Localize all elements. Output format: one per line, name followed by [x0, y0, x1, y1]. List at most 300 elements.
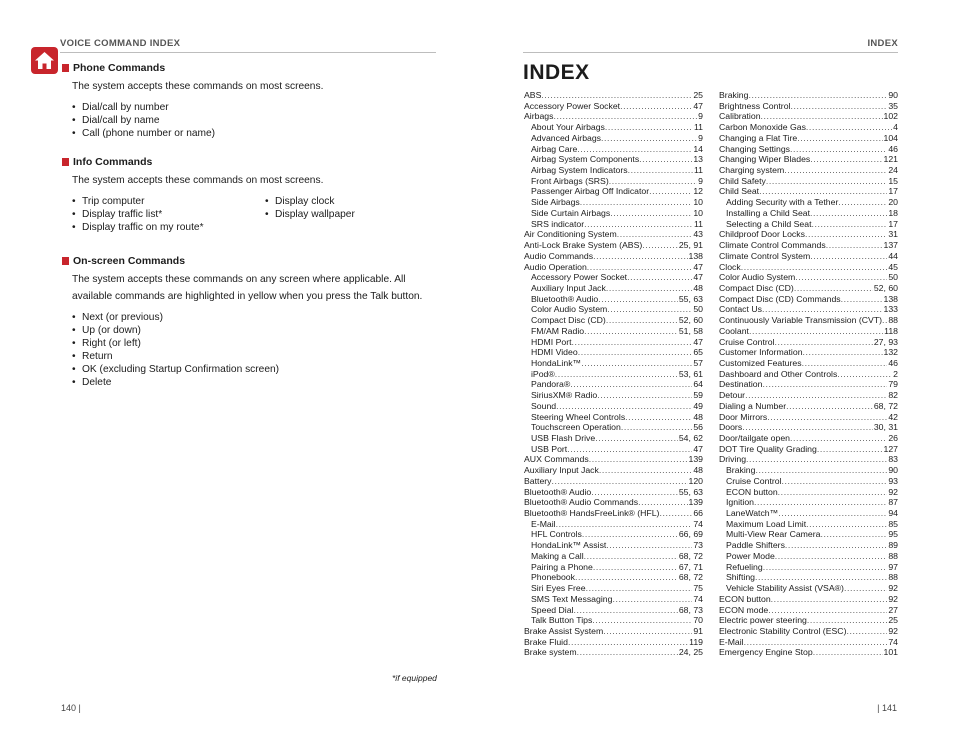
index-entry[interactable]	[719, 154, 898, 165]
dot-leader	[628, 165, 693, 176]
home-icon[interactable]	[31, 47, 58, 74]
index-entry[interactable]	[524, 572, 703, 583]
dot-leader	[659, 508, 692, 519]
index-entry[interactable]	[719, 369, 898, 380]
index-entry-term: Brake system	[524, 647, 577, 658]
index-entry[interactable]	[719, 605, 898, 616]
index-entry[interactable]	[719, 572, 898, 583]
index-entry-term: iPod®	[531, 368, 555, 379]
dot-leader	[745, 390, 887, 401]
index-entry-term: Child Seat	[719, 186, 760, 197]
index-entry[interactable]	[524, 615, 703, 626]
index-entry-page: 54, 62	[678, 433, 703, 443]
index-entry[interactable]	[719, 111, 898, 122]
index-entry[interactable]	[719, 412, 898, 423]
dot-leader	[810, 154, 882, 165]
index-entry-page: 55, 63	[678, 293, 703, 304]
index-entry-term: E-Mail	[719, 636, 744, 647]
index-entry-term: Brake Fluid	[524, 636, 568, 647]
index-entry[interactable]	[524, 294, 703, 305]
index-entry-page: 66, 69	[678, 529, 703, 540]
index-entry-page: 74	[693, 593, 703, 604]
dot-leader	[581, 358, 692, 369]
index-entry-term: Braking	[726, 465, 756, 476]
index-entry[interactable]	[719, 519, 898, 530]
index-entry[interactable]	[524, 101, 703, 112]
index-entry[interactable]	[719, 540, 898, 551]
dot-leader	[767, 412, 887, 423]
index-entry[interactable]	[524, 176, 703, 187]
index-entry[interactable]	[719, 294, 898, 305]
index-entry-term: Airbag Care	[531, 143, 578, 154]
index-entry[interactable]	[719, 379, 898, 390]
index-entry[interactable]	[524, 497, 703, 508]
index-entry-term: Compact Disc (CD)	[531, 315, 606, 326]
command-item: • Next (or previous)	[72, 311, 446, 324]
dot-leader	[595, 433, 678, 444]
index-entry-page: 92	[888, 593, 898, 604]
index-entry[interactable]	[524, 583, 703, 594]
index-entry[interactable]	[524, 594, 703, 605]
index-entry-page: 121	[883, 154, 898, 165]
index-entry[interactable]	[719, 229, 898, 240]
index-entry-page: 68, 72	[873, 400, 898, 411]
dot-leader	[617, 229, 693, 240]
right-page-number: | 141	[877, 703, 897, 713]
index-entry[interactable]	[524, 283, 703, 294]
index-entry-term: Sound	[531, 400, 557, 411]
index-entry-term: Braking	[719, 90, 749, 100]
index-entry[interactable]	[719, 562, 898, 573]
index-entry[interactable]	[719, 454, 898, 465]
index-entry-page: 74	[888, 636, 898, 647]
index-entry[interactable]	[524, 508, 703, 519]
index-entry[interactable]	[524, 144, 703, 155]
index-entry[interactable]	[524, 326, 703, 337]
index-entry[interactable]	[524, 347, 703, 358]
dot-leader	[592, 615, 692, 626]
index-entry-term: Child Safety	[719, 175, 766, 186]
index-entry-page: 94	[888, 508, 898, 519]
index-entry-term: Auxiliary Input Jack	[531, 282, 606, 293]
dot-leader	[553, 111, 697, 122]
index-entry-page: 49	[693, 400, 703, 411]
index-entry-term: ECON button	[719, 593, 771, 604]
index-entry-term: Making a Call	[531, 550, 584, 561]
index-entry[interactable]	[719, 647, 898, 658]
dot-leader	[627, 272, 692, 283]
index-entry-term: Pandora®	[531, 379, 571, 390]
index-entry[interactable]	[524, 433, 703, 444]
index-entry-term: HondaLink™ Assist	[531, 540, 607, 551]
dot-leader	[748, 90, 887, 101]
index-entry[interactable]	[719, 422, 898, 433]
index-entry-page: 43	[693, 229, 703, 240]
dot-leader	[746, 454, 887, 465]
dot-leader	[607, 304, 692, 315]
index-entry[interactable]	[524, 519, 703, 530]
index-entry-page: 79	[888, 379, 898, 390]
index-entry-term: Front Airbags (SRS)	[531, 175, 609, 186]
index-entry-term: Changing a Flat Tire	[719, 132, 798, 143]
index-entry-page: 83	[888, 454, 898, 465]
index-entry-page: 4	[893, 122, 898, 133]
index-entry[interactable]	[719, 347, 898, 358]
index-entry[interactable]	[524, 133, 703, 144]
command-item: • Dial/call by name	[72, 114, 446, 127]
index-entry-term: HondaLink™	[531, 357, 582, 368]
index-entry[interactable]	[524, 379, 703, 390]
index-entry-page: 25	[888, 615, 898, 626]
index-entry-term: Airbag System Components	[531, 154, 640, 165]
index-entry[interactable]	[719, 637, 898, 648]
dot-leader	[584, 326, 678, 337]
index-entry-term: HDMI Video	[531, 347, 578, 358]
dot-leader	[639, 154, 692, 165]
index-entry-page: 119	[689, 636, 703, 647]
index-entry[interactable]	[524, 315, 703, 326]
index-entry[interactable]	[719, 133, 898, 144]
index-entry[interactable]	[719, 326, 898, 337]
index-entry[interactable]	[719, 272, 898, 283]
index-entry[interactable]	[524, 358, 703, 369]
index-entry[interactable]	[719, 433, 898, 444]
index-entry-page: 50	[693, 304, 703, 315]
index-entry-term: ABS	[524, 90, 542, 100]
left-page-number: 140 |	[61, 703, 81, 713]
index-entry-page: 87	[888, 497, 898, 508]
index-entry-term: SRS indicator	[531, 218, 585, 229]
index-entry[interactable]	[719, 583, 898, 594]
index-entry-term: Carbon Monoxide Gas	[719, 122, 806, 133]
index-entry[interactable]	[719, 240, 898, 251]
dot-leader	[817, 444, 883, 455]
index-entry[interactable]	[524, 476, 703, 487]
index-entry-term: Power Mode	[726, 550, 775, 561]
dot-leader	[587, 262, 693, 273]
index-entry[interactable]	[719, 615, 898, 626]
index-entry-term: Bluetooth® Audio	[524, 486, 592, 497]
index-entry-term: Passenger Airbag Off Indicator	[531, 186, 650, 197]
index-entry-term: Dialing a Number	[719, 400, 787, 411]
index-entry[interactable]	[719, 401, 898, 412]
index-entry[interactable]	[524, 369, 703, 380]
index-entry[interactable]	[719, 315, 898, 326]
index-entry-term: Bluetooth® HandsFreeLink® (HFL)	[524, 508, 660, 519]
index-entry-term: Selecting a Child Seat	[726, 218, 812, 229]
index-entry-page: 88	[888, 572, 898, 583]
index-entry-term: Brightness Control	[719, 100, 791, 111]
index-entry-page: 42	[888, 411, 898, 422]
index-entry[interactable]	[524, 122, 703, 133]
dot-leader	[610, 208, 692, 219]
index-entry-page: 45	[888, 261, 898, 272]
index-entry-term: Emergency Engine Stop	[719, 647, 813, 658]
index-entry-page: 27	[888, 604, 898, 615]
index-entry[interactable]	[719, 165, 898, 176]
index-entry[interactable]	[719, 358, 898, 369]
dot-leader	[803, 347, 883, 358]
index-entry-page: 11	[693, 218, 703, 229]
index-entry[interactable]	[524, 262, 703, 273]
dot-leader	[575, 572, 678, 583]
index-entry-page: 44	[888, 250, 898, 261]
info-commands-title: Info Commands	[61, 156, 446, 168]
index-entry[interactable]	[719, 626, 898, 637]
index-entry-page: 10	[693, 207, 703, 218]
index-entry-page: 68, 73	[678, 604, 703, 615]
index-entry-term: Steering Wheel Controls	[531, 411, 626, 422]
dot-leader	[806, 122, 892, 133]
index-entry-term: Electric power steering	[719, 615, 807, 626]
index-entry-term: Paddle Shifters	[726, 540, 785, 551]
index-entry-page: 24, 25	[678, 647, 703, 658]
index-entry[interactable]	[524, 412, 703, 423]
index-entry[interactable]	[524, 111, 703, 122]
index-entry[interactable]	[524, 390, 703, 401]
index-entry-page: 97	[888, 561, 898, 572]
index-entry-page: 46	[888, 143, 898, 154]
dot-leader	[785, 540, 887, 551]
dot-leader	[601, 133, 697, 144]
index-entry[interactable]	[719, 283, 898, 294]
index-entry-term: FM/AM Radio	[531, 325, 585, 336]
dot-leader	[838, 197, 887, 208]
index-entry[interactable]	[719, 476, 898, 487]
index-entry[interactable]	[719, 208, 898, 219]
index-entry-term: Changing Wiper Blades	[719, 154, 811, 165]
dot-leader	[741, 262, 888, 273]
index-entry[interactable]	[719, 497, 898, 508]
index-entry-term: Advanced Airbags	[531, 132, 602, 143]
index-entry[interactable]	[719, 444, 898, 455]
index-entry-page: 15	[888, 175, 898, 186]
index-entry[interactable]	[719, 197, 898, 208]
index-entry[interactable]	[719, 122, 898, 133]
info-commands-section	[61, 156, 446, 234]
index-entry-page: 104	[883, 132, 898, 143]
command-item: • Display traffic on my route*	[72, 221, 265, 234]
index-entry-term: Bluetooth® Audio	[531, 293, 599, 304]
index-entry[interactable]	[719, 508, 898, 519]
index-entry[interactable]	[524, 90, 703, 101]
index-entry[interactable]	[524, 529, 703, 540]
index-entry-term: Destination	[719, 379, 763, 390]
phone-commands-list	[72, 101, 446, 140]
index-entry-page: 47	[693, 443, 703, 454]
index-entry-page: 67, 71	[678, 561, 703, 572]
index-entry-page: 26	[888, 433, 898, 443]
index-entry-term: Maximum Load Limit	[726, 518, 807, 529]
index-entry-page: 133	[883, 304, 898, 315]
index-entry-term: Color Audio System	[531, 304, 608, 315]
index-entry-page: 92	[888, 583, 898, 594]
index-entry[interactable]	[719, 219, 898, 230]
index-entry[interactable]	[719, 529, 898, 540]
index-entry[interactable]	[524, 337, 703, 348]
index-entry[interactable]	[524, 219, 703, 230]
index-entry-page: 11	[693, 122, 703, 133]
index-entry-term: Changing Settings	[719, 143, 790, 154]
dot-leader	[790, 433, 887, 444]
index-entry[interactable]	[524, 165, 703, 176]
index-entry-page: 74	[693, 518, 703, 529]
index-entry-page: 139	[688, 454, 703, 465]
command-item: • Display traffic list*	[72, 208, 265, 221]
index-entry[interactable]	[719, 144, 898, 155]
dot-leader	[778, 487, 888, 498]
dot-leader	[568, 637, 688, 648]
dot-leader	[642, 240, 678, 251]
dot-leader	[577, 647, 678, 658]
index-entry[interactable]	[524, 251, 703, 262]
index-entry-page: 48	[693, 282, 703, 293]
dot-leader	[586, 583, 693, 594]
dot-leader	[811, 219, 887, 230]
onscreen-commands-desc: The system accepts these commands on any screen where applicable. All available commands are highlighted in yellow when you press the Talk button.	[72, 274, 423, 302]
index-entry-page: 89	[888, 540, 898, 551]
index-entry-term: Shifting	[726, 572, 755, 583]
index-entry-term: AUX Commands	[524, 454, 589, 465]
index-entry-page: 91	[693, 625, 703, 636]
index-entry-term: Accessory Power Socket	[524, 100, 621, 111]
index-entry-page: 85	[888, 518, 898, 529]
dot-leader	[759, 186, 887, 197]
index-entry-term: Speed Dial	[531, 604, 574, 615]
index-entry-term: Cruise Control	[726, 475, 782, 486]
index-entry-page: 48	[693, 411, 703, 422]
index-entry[interactable]	[719, 337, 898, 348]
voice-command-section	[61, 62, 446, 389]
dot-leader	[625, 412, 692, 423]
dot-leader	[755, 572, 887, 583]
index-entry-page: 137	[883, 240, 898, 251]
index-entry[interactable]	[524, 208, 703, 219]
index-entry[interactable]	[719, 251, 898, 262]
dot-leader	[820, 529, 887, 540]
index-entry-page: 24	[888, 165, 898, 176]
index-entry[interactable]	[719, 390, 898, 401]
index-entry[interactable]	[719, 551, 898, 562]
index-entry[interactable]	[524, 605, 703, 616]
index-entry[interactable]	[524, 647, 703, 658]
index-entry[interactable]	[719, 487, 898, 498]
index-entry[interactable]	[524, 272, 703, 283]
dot-leader	[761, 111, 883, 122]
dot-leader	[749, 326, 883, 337]
index-entry[interactable]	[524, 444, 703, 455]
index-entry[interactable]	[524, 540, 703, 551]
dot-leader	[578, 347, 693, 358]
index-entry-term: Vehicle Stability Assist (VSA®)	[726, 583, 844, 594]
dot-leader	[582, 529, 678, 540]
index-entry-term: Auxiliary Input Jack	[524, 465, 599, 476]
index-entry-term: Compact Disc (CD)	[719, 282, 794, 293]
index-entry[interactable]	[524, 454, 703, 465]
index-entry-term: Dashboard and Other Controls	[719, 368, 838, 379]
dot-leader	[584, 551, 678, 562]
index-entry[interactable]	[524, 240, 703, 251]
dot-leader	[638, 497, 687, 508]
index-entry[interactable]	[524, 551, 703, 562]
index-entry-page: 20	[888, 197, 898, 208]
info-commands-desc: The system accepts these commands on most screens.	[72, 175, 324, 186]
index-entry[interactable]	[719, 101, 898, 112]
index-entry-page: 9	[698, 111, 703, 122]
index-entry-term: Touchscreen Operation	[531, 422, 621, 433]
index-entry-term: Siri Eyes Free	[531, 583, 586, 594]
index-entry[interactable]	[524, 154, 703, 165]
index-entry[interactable]	[719, 304, 898, 315]
index-entry-page: 101	[883, 647, 898, 658]
index-column-1	[524, 90, 703, 658]
index-entry[interactable]	[524, 229, 703, 240]
index-entry[interactable]	[524, 562, 703, 573]
dot-leader	[606, 315, 678, 326]
index-entry-term: Driving	[719, 454, 747, 465]
index-entry[interactable]	[719, 186, 898, 197]
index-entry[interactable]	[524, 401, 703, 412]
command-item: • Delete	[72, 376, 446, 389]
onscreen-commands-section	[61, 255, 446, 389]
dot-leader	[621, 422, 693, 433]
index-entry[interactable]	[524, 626, 703, 637]
index-entry-term: Installing a Child Seat	[726, 207, 811, 218]
index-entry[interactable]	[524, 304, 703, 315]
index-entry[interactable]	[719, 594, 898, 605]
index-entry[interactable]	[719, 176, 898, 187]
dot-leader	[790, 144, 887, 155]
dot-leader	[603, 626, 692, 637]
index-entry-term: Continuously Variable Transmission (CVT)	[719, 315, 883, 326]
index-entry-page: 93	[888, 475, 898, 486]
index-entry[interactable]	[524, 186, 703, 197]
index-entry-term: Air Conditioning System	[524, 229, 617, 240]
index-entry[interactable]	[524, 637, 703, 648]
command-item: • Dial/call by number	[72, 101, 446, 114]
index-entry-term: HDMI Port	[531, 336, 572, 347]
index-entry-page: 51, 58	[678, 325, 703, 336]
index-entry-term: Charging system	[719, 165, 785, 176]
index-entry[interactable]	[524, 197, 703, 208]
index-entry-page: 52, 60	[678, 315, 703, 326]
index-entry-term: Childproof Door Locks	[719, 229, 805, 240]
index-entry-term: Airbags	[524, 111, 554, 122]
dot-leader	[555, 369, 678, 380]
dot-leader	[591, 487, 678, 498]
index-entry-page: 57	[693, 357, 703, 368]
dot-leader	[609, 176, 697, 187]
index-entry[interactable]	[524, 487, 703, 498]
dot-leader	[846, 626, 887, 637]
index-entry[interactable]	[719, 465, 898, 476]
index-entry[interactable]	[524, 465, 703, 476]
index-entry-term: Phonebook	[531, 572, 575, 583]
index-entry[interactable]	[719, 262, 898, 273]
dot-leader	[755, 465, 887, 476]
index-entry-page: 17	[888, 186, 898, 197]
index-entry-term: DOT Tire Quality Grading	[719, 443, 817, 454]
index-entry-term: SiriusXM® Radio	[531, 390, 598, 401]
index-entry-page: 10	[693, 197, 703, 208]
index-entry-term: Calibration	[719, 111, 761, 122]
index-entry-page: 88	[888, 550, 898, 561]
index-entry[interactable]	[524, 422, 703, 433]
index-entry-page: 66	[693, 508, 703, 519]
command-item: • Call (phone number or name)	[72, 127, 446, 140]
index-entry[interactable]	[719, 90, 898, 101]
index-entry-term: Brake Assist System	[524, 625, 604, 636]
